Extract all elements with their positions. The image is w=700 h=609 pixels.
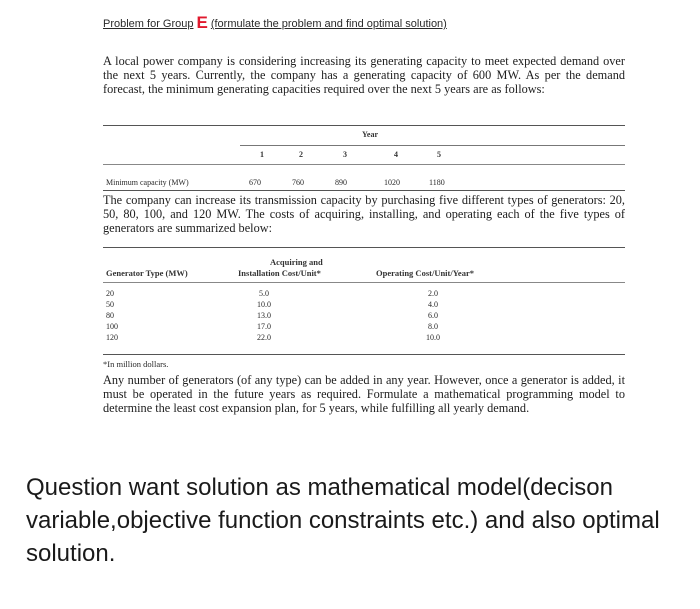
group-letter: E — [196, 13, 208, 32]
gen-type-120: 120 — [106, 333, 118, 342]
year-header-rule — [240, 145, 625, 146]
cost-header-rule — [103, 282, 625, 283]
year-1: 1 — [260, 150, 264, 159]
year-row-rule — [103, 164, 625, 165]
capacity-value-4: 1020 — [384, 178, 400, 187]
gen-type-80: 80 — [106, 311, 114, 320]
generator-type-header: Generator Type (MW) — [106, 268, 188, 278]
table-top-rule — [103, 125, 625, 126]
title-prefix: Problem for Group — [103, 18, 194, 30]
op-cost-50: 4.0 — [428, 300, 438, 309]
op-cost-120: 10.0 — [426, 333, 440, 342]
generators-paragraph: The company can increase its transmission capacity by purchasing five different types of generators: 20, 50, 80, 100, and 120 MW. The costs of acquiring, installing, and operating each of the five types of generators are summarized below: — [103, 193, 625, 236]
year-header: Year — [362, 130, 378, 139]
question-text: Question want solution as mathematical model(decison variable,objective function constraints etc.) and also optimal solution. — [26, 474, 660, 567]
acq-cost-20: 5.0 — [259, 289, 269, 298]
acq-cost-50: 10.0 — [257, 300, 271, 309]
capacity-value-2: 760 — [292, 178, 304, 187]
op-cost-80: 6.0 — [428, 311, 438, 320]
cost-table-top-rule — [103, 247, 625, 248]
acq-cost-120: 22.0 — [257, 333, 271, 342]
closing-paragraph: Any number of generators (of any type) can be added in any year. However, once a generator is added, it must be operated in the future years as required. Formulate a mathematical programming model to determine the least cost expansion plan, for 5 years, while fulfilling all yearly demand. — [103, 373, 625, 416]
acq-header-line2: Installation Cost/Unit* — [238, 268, 321, 278]
op-cost-20: 2.0 — [428, 289, 438, 298]
acq-cost-80: 13.0 — [257, 311, 271, 320]
capacity-value-5: 1180 — [429, 178, 445, 187]
year-4: 4 — [394, 150, 398, 159]
gen-type-50: 50 — [106, 300, 114, 309]
year-3: 3 — [343, 150, 347, 159]
title-suffix: (formulate the problem and find optimal solution) — [210, 18, 447, 30]
capacity-row-label: Minimum capacity (MW) — [106, 178, 189, 187]
footnote: *In million dollars. — [103, 359, 169, 369]
year-5: 5 — [437, 150, 441, 159]
acq-cost-100: 17.0 — [257, 322, 271, 331]
op-cost-100: 8.0 — [428, 322, 438, 331]
acq-header-line1: Acquiring and — [270, 257, 323, 267]
op-header: Operating Cost/Unit/Year* — [376, 268, 474, 278]
year-2: 2 — [299, 150, 303, 159]
table-bottom-rule — [103, 190, 625, 191]
cost-table-bottom-rule — [103, 354, 625, 355]
problem-title — [103, 12, 447, 32]
gen-type-100: 100 — [106, 322, 118, 331]
gen-type-20: 20 — [106, 289, 114, 298]
capacity-value-3: 890 — [335, 178, 347, 187]
intro-paragraph: A local power company is considering increasing its generating capacity to meet expected demand over the next 5 years. Currently, the company has a generating capacity of 600 MW. As per the demand forecast, the minimum generating capacities required over the next 5 years are as follows: — [103, 54, 625, 97]
capacity-value-1: 670 — [249, 178, 261, 187]
